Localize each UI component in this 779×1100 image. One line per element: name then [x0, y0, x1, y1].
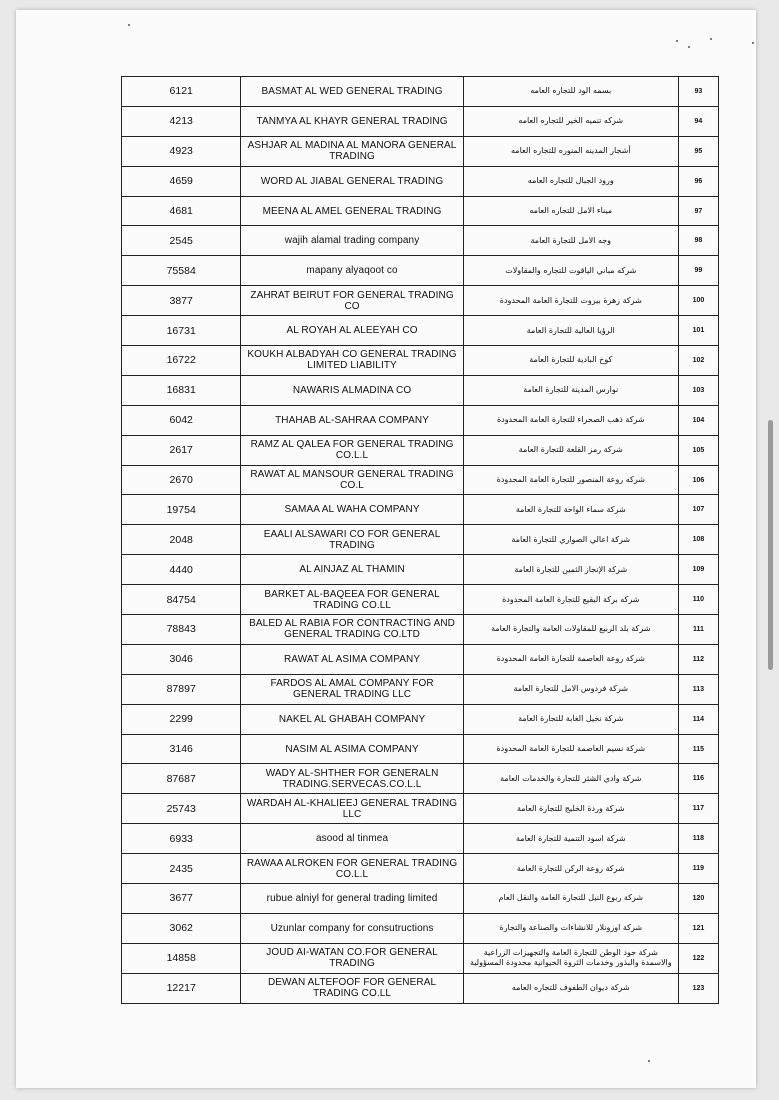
- registration-number-cell: 2670: [122, 465, 241, 495]
- company-name-english-cell: NASIM AL ASIMA COMPANY: [241, 734, 463, 764]
- table-row: [122, 226, 719, 256]
- company-name-english-cell: ASHJAR AL MADINA AL MANORA GENERAL TRADING: [241, 136, 463, 166]
- table-row: [122, 375, 719, 405]
- company-register-table: [121, 76, 719, 1004]
- table-row: [122, 973, 719, 1003]
- table-row: [122, 465, 719, 495]
- table-row: [122, 435, 719, 465]
- table-row: [122, 555, 719, 585]
- serial-number-cell: 122: [678, 943, 718, 973]
- table-row: [122, 166, 719, 196]
- company-name-english-cell: MEENA AL AMEL GENERAL TRADING: [241, 196, 463, 226]
- company-name-english-cell: FARDOS AL AMAL COMPANY FOR GENERAL TRADING LLC: [241, 674, 463, 704]
- company-name-english-cell: BALED AL RABIA FOR CONTRACTING AND GENERAL TRADING CO.LTD: [241, 615, 463, 645]
- table-row: [122, 764, 719, 794]
- registration-number-cell: 2299: [122, 704, 241, 734]
- company-name-arabic-cell: شركة نخيل الغابة للتجارة العامة: [463, 704, 678, 734]
- registration-number-cell: 12217: [122, 973, 241, 1003]
- company-name-english-cell: NAWARIS ALMADINA CO: [241, 375, 463, 405]
- company-name-english-cell: DEWAN ALTEFOOF FOR GENERAL TRADING CO.LL: [241, 973, 463, 1003]
- company-name-arabic-cell: شركة روعة العاصمة للتجارة العامة المحدودة: [463, 644, 678, 674]
- scrollbar[interactable]: [768, 420, 773, 670]
- company-name-english-cell: AL AINJAZ AL THAMIN: [241, 555, 463, 585]
- serial-number-cell: 114: [678, 704, 718, 734]
- serial-number-cell: 109: [678, 555, 718, 585]
- company-name-arabic-cell: ورود الجبال للتجاره العامه: [463, 166, 678, 196]
- serial-number-cell: 103: [678, 375, 718, 405]
- registration-number-cell: 3677: [122, 884, 241, 914]
- table-row: [122, 525, 719, 555]
- company-name-english-cell: RAWAA ALROKEN FOR GENERAL TRADING CO.L.L: [241, 854, 463, 884]
- company-name-arabic-cell: نوارس المدينة للتجارة العامة: [463, 375, 678, 405]
- company-name-english-cell: mapany alyaqoot co: [241, 256, 463, 286]
- company-name-arabic-cell: شركة فردوس الامل للتجارة العامة: [463, 674, 678, 704]
- registration-number-cell: 14858: [122, 943, 241, 973]
- registration-number-cell: 6042: [122, 405, 241, 435]
- registration-number-cell: 2545: [122, 226, 241, 256]
- serial-number-cell: 112: [678, 644, 718, 674]
- registration-number-cell: 87687: [122, 764, 241, 794]
- registration-number-cell: 84754: [122, 585, 241, 615]
- company-name-arabic-cell: شركة نسيم العاصمة للتجارة العامة المحدودة: [463, 734, 678, 764]
- registration-number-cell: 4440: [122, 555, 241, 585]
- company-name-arabic-cell: شركة ذهب الصحراء للتجارة العامة المحدودة: [463, 405, 678, 435]
- registration-number-cell: 25743: [122, 794, 241, 824]
- table-row: [122, 913, 719, 943]
- company-name-english-cell: Uzunlar company for consutructions: [241, 913, 463, 943]
- table-row: [122, 256, 719, 286]
- speck: [128, 24, 130, 26]
- company-name-english-cell: RAWAT AL ASIMA COMPANY: [241, 644, 463, 674]
- company-name-english-cell: TANMYA AL KHAYR GENERAL TRADING: [241, 106, 463, 136]
- table-row: [122, 286, 719, 316]
- serial-number-cell: 97: [678, 196, 718, 226]
- speck: [648, 1060, 650, 1062]
- table-row: [122, 794, 719, 824]
- registration-number-cell: 4923: [122, 136, 241, 166]
- company-name-english-cell: ZAHRAT BEIRUT FOR GENERAL TRADING CO: [241, 286, 463, 316]
- speck: [688, 46, 690, 48]
- serial-number-cell: 108: [678, 525, 718, 555]
- serial-number-cell: 100: [678, 286, 718, 316]
- company-name-arabic-cell: شركة رمز القلعة للتجارة العامة: [463, 435, 678, 465]
- company-name-arabic-cell: بسمه الود للتجاره العامه: [463, 77, 678, 107]
- serial-number-cell: 116: [678, 764, 718, 794]
- serial-number-cell: 118: [678, 824, 718, 854]
- company-name-arabic-cell: شركة وردة الخليج للتجارة العامة: [463, 794, 678, 824]
- registration-number-cell: 3146: [122, 734, 241, 764]
- registration-number-cell: 87897: [122, 674, 241, 704]
- table-row: [122, 106, 719, 136]
- company-name-arabic-cell: شركه مباني الياقوت للتجاره والمقاولات: [463, 256, 678, 286]
- company-name-arabic-cell: شركة بلد الربيع للمقاولات العامة والتجارة العامة: [463, 615, 678, 645]
- company-name-arabic-cell: شركة ربوع النيل للتجارة العامة والنقل العام: [463, 884, 678, 914]
- serial-number-cell: 110: [678, 585, 718, 615]
- company-name-english-cell: asood al tinmea: [241, 824, 463, 854]
- company-name-english-cell: RAWAT AL MANSOUR GENERAL TRADING CO.L: [241, 465, 463, 495]
- table-row: [122, 196, 719, 226]
- serial-number-cell: 101: [678, 316, 718, 346]
- serial-number-cell: 123: [678, 973, 718, 1003]
- company-name-arabic-cell: شركه بركة البقيع للتجارة العامة المحدودة: [463, 585, 678, 615]
- registration-number-cell: 4659: [122, 166, 241, 196]
- registration-number-cell: 19754: [122, 495, 241, 525]
- company-name-arabic-cell: شركة اوزونلار للانشاءات والصناعة والتجارة: [463, 913, 678, 943]
- serial-number-cell: 121: [678, 913, 718, 943]
- company-name-arabic-cell: شركة ديوان الطفوف للتجاره العامه: [463, 973, 678, 1003]
- table-row: [122, 585, 719, 615]
- registration-number-cell: 16731: [122, 316, 241, 346]
- registration-number-cell: 16831: [122, 375, 241, 405]
- company-name-arabic-cell: شركه روعة المنصور للتجارة العامة المحدودة: [463, 465, 678, 495]
- registration-number-cell: 75584: [122, 256, 241, 286]
- company-name-english-cell: wajih alamal trading company: [241, 226, 463, 256]
- serial-number-cell: 94: [678, 106, 718, 136]
- company-name-arabic-cell: شركة زهرة بيروت للتجارة العامة المحدودة: [463, 286, 678, 316]
- company-name-arabic-cell: شركة وادي الشثر للتجارة والخدمات العامة: [463, 764, 678, 794]
- registration-number-cell: 16722: [122, 346, 241, 376]
- registration-number-cell: 6121: [122, 77, 241, 107]
- table-body: [122, 77, 719, 1004]
- serial-number-cell: 96: [678, 166, 718, 196]
- registration-number-cell: 3062: [122, 913, 241, 943]
- table-row: [122, 943, 719, 973]
- serial-number-cell: 117: [678, 794, 718, 824]
- company-name-english-cell: BASMAT AL WED GENERAL TRADING: [241, 77, 463, 107]
- serial-number-cell: 98: [678, 226, 718, 256]
- table-row: [122, 644, 719, 674]
- company-name-arabic-cell: الرؤيا العالية للتجارة العامة: [463, 316, 678, 346]
- serial-number-cell: 111: [678, 615, 718, 645]
- table-row: [122, 704, 719, 734]
- company-name-english-cell: WADY AL-SHTHER FOR GENERALN TRADING.SERVECAS.CO.L.L: [241, 764, 463, 794]
- table-row: [122, 316, 719, 346]
- serial-number-cell: 113: [678, 674, 718, 704]
- registration-number-cell: 6933: [122, 824, 241, 854]
- company-name-english-cell: EAALI ALSAWARI CO FOR GENERAL TRADING: [241, 525, 463, 555]
- speck: [752, 42, 754, 44]
- table-row: [122, 77, 719, 107]
- company-name-english-cell: JOUD AI-WATAN CO.FOR GENERAL TRADING: [241, 943, 463, 973]
- table-row: [122, 854, 719, 884]
- company-name-arabic-cell: أشجار المدينه المنوره للتجاره العامه: [463, 136, 678, 166]
- company-name-english-cell: AL ROYAH AL ALEEYAH CO: [241, 316, 463, 346]
- registration-number-cell: 2617: [122, 435, 241, 465]
- serial-number-cell: 119: [678, 854, 718, 884]
- registration-number-cell: 4681: [122, 196, 241, 226]
- company-name-arabic-cell: شركة اعالي الصواري للتجارة العامة: [463, 525, 678, 555]
- registration-number-cell: 2435: [122, 854, 241, 884]
- table-row: [122, 674, 719, 704]
- speck: [676, 40, 678, 42]
- company-name-arabic-cell: شركة جود الوطن للتجارة العامة والتجهيزات الزراعية والاسمدة والبذور وخدمات الثروة الحيوانية محدودة المسؤولية: [463, 943, 678, 973]
- company-name-english-cell: rubue alniyl for general trading limited: [241, 884, 463, 914]
- table-row: [122, 346, 719, 376]
- company-name-english-cell: KOUKH ALBADYAH CO GENERAL TRADING LIMITED LIABILITY: [241, 346, 463, 376]
- company-name-english-cell: NAKEL AL GHABAH COMPANY: [241, 704, 463, 734]
- company-name-arabic-cell: شركة اسود التنمية للتجارة العامة: [463, 824, 678, 854]
- table-row: [122, 884, 719, 914]
- serial-number-cell: 102: [678, 346, 718, 376]
- serial-number-cell: 106: [678, 465, 718, 495]
- company-name-english-cell: BARKET AL-BAQEEA FOR GENERAL TRADING CO.LL: [241, 585, 463, 615]
- registration-number-cell: 78843: [122, 615, 241, 645]
- table-row: [122, 615, 719, 645]
- table-row: [122, 136, 719, 166]
- table-row: [122, 734, 719, 764]
- company-name-arabic-cell: شركة الإنجاز الثمين للتجارة العامة: [463, 555, 678, 585]
- serial-number-cell: 93: [678, 77, 718, 107]
- company-name-english-cell: WORD AL JIABAL GENERAL TRADING: [241, 166, 463, 196]
- company-name-arabic-cell: وجه الامل للتجارة العامة: [463, 226, 678, 256]
- table-row: [122, 495, 719, 525]
- company-name-english-cell: WARDAH AL-KHALIEEJ GENERAL TRADING LLC: [241, 794, 463, 824]
- table-row: [122, 824, 719, 854]
- registration-number-cell: 3046: [122, 644, 241, 674]
- document-page: [16, 10, 756, 1088]
- company-name-arabic-cell: شركة سماء الواحة للتجارة العامة: [463, 495, 678, 525]
- registration-number-cell: 3877: [122, 286, 241, 316]
- serial-number-cell: 104: [678, 405, 718, 435]
- speck: [710, 38, 712, 40]
- company-name-arabic-cell: شركة روعة الركن للتجارة العامة: [463, 854, 678, 884]
- serial-number-cell: 115: [678, 734, 718, 764]
- company-name-english-cell: THAHAB AL-SAHRAA COMPANY: [241, 405, 463, 435]
- company-name-arabic-cell: ميناء الامل للتجاره العامه: [463, 196, 678, 226]
- registration-number-cell: 2048: [122, 525, 241, 555]
- company-name-english-cell: SAMAA AL WAHA COMPANY: [241, 495, 463, 525]
- serial-number-cell: 105: [678, 435, 718, 465]
- company-name-english-cell: RAMZ AL QALEA FOR GENERAL TRADING CO.L.L: [241, 435, 463, 465]
- company-name-arabic-cell: كوخ البادية للتجارة العامة: [463, 346, 678, 376]
- registration-number-cell: 4213: [122, 106, 241, 136]
- serial-number-cell: 107: [678, 495, 718, 525]
- serial-number-cell: 120: [678, 884, 718, 914]
- serial-number-cell: 99: [678, 256, 718, 286]
- serial-number-cell: 95: [678, 136, 718, 166]
- company-name-arabic-cell: شركه تنميه الخير للتجاره العامه: [463, 106, 678, 136]
- table-row: [122, 405, 719, 435]
